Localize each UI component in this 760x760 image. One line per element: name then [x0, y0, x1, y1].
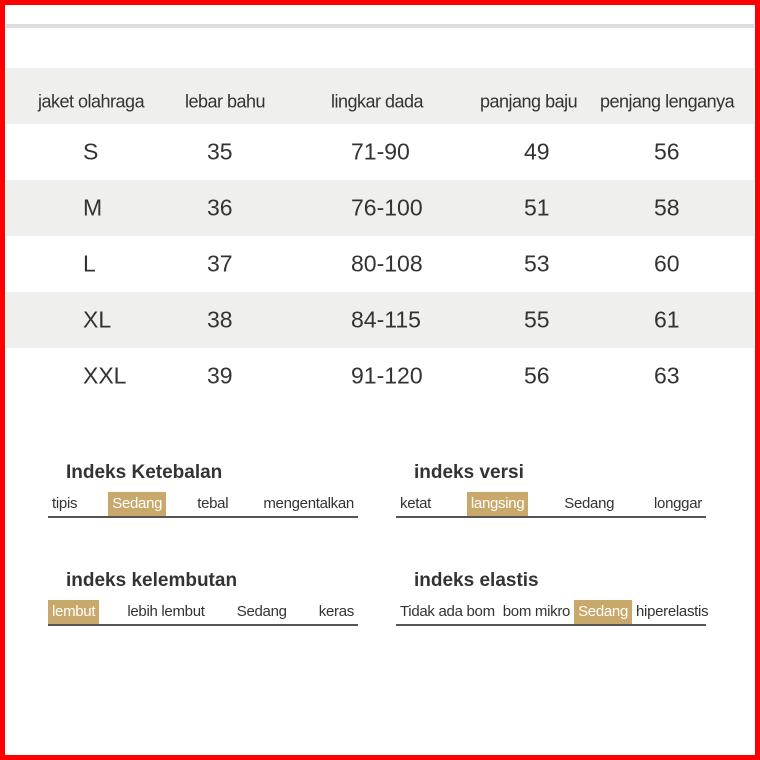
table-cell: 38 — [207, 306, 233, 333]
table-cell: 51 — [524, 194, 550, 221]
table-cell: 56 — [524, 362, 550, 389]
header-cell: jaket olahraga — [38, 91, 145, 112]
index-option-selected: lembut — [48, 600, 99, 624]
divider — [6, 24, 754, 28]
table-cell: 76-100 — [351, 194, 423, 221]
index-title: Indeks Ketebalan — [66, 462, 223, 483]
table-row — [6, 348, 754, 404]
table-cell: 71-90 — [351, 138, 410, 165]
table-cell: 53 — [524, 250, 550, 277]
index-option-selected: Sedang — [108, 492, 166, 516]
table-cell: 35 — [207, 138, 233, 165]
table-row — [6, 292, 754, 348]
index-option: mengentalkan — [263, 495, 354, 512]
table-cell: 91-120 — [351, 362, 423, 389]
index-option-selected: Sedang — [574, 600, 632, 624]
table-cell: 37 — [207, 250, 233, 277]
index-section — [48, 462, 358, 518]
table-row — [6, 180, 754, 236]
index-section — [48, 570, 358, 626]
index-option: keras — [318, 603, 354, 620]
index-title: indeks versi — [414, 462, 524, 483]
table-row — [6, 236, 754, 292]
header-cell: penjang lenganya — [600, 91, 735, 112]
index-scale — [396, 600, 709, 626]
index-option: longgar — [654, 495, 702, 512]
table-header — [6, 68, 754, 124]
index-option: ketat — [400, 495, 432, 512]
table-cell: 63 — [654, 362, 680, 389]
index-option: hiperelastis — [636, 603, 709, 620]
index-option: Sedang — [236, 603, 287, 620]
index-option: Tidak ada bom — [400, 603, 495, 620]
table-cell: L — [83, 250, 96, 277]
index-option: Sedang — [564, 495, 615, 512]
table-cell: 39 — [207, 362, 233, 389]
table-row — [6, 124, 754, 180]
size-table — [6, 68, 754, 404]
table-cell: 58 — [654, 194, 680, 221]
index-section — [396, 570, 709, 626]
index-scale — [396, 492, 706, 518]
header-cell: panjang baju — [480, 91, 578, 112]
table-cell: M — [83, 194, 103, 221]
table-cell: 55 — [524, 306, 550, 333]
index-option: tebal — [197, 495, 229, 512]
table-cell: 80-108 — [351, 250, 423, 277]
table-cell: 61 — [654, 306, 680, 333]
index-option-selected: langsing — [467, 492, 528, 516]
index-option: bom mikro — [502, 603, 571, 620]
table-cell: 56 — [654, 138, 680, 165]
table-cell: 84-115 — [351, 306, 421, 333]
index-scale — [48, 600, 358, 626]
header-cell: lebar bahu — [185, 91, 266, 112]
index-option: lebih lembut — [127, 603, 205, 620]
table-cell: XXL — [83, 362, 127, 389]
header-cell: lingkar dada — [331, 91, 424, 112]
index-section — [396, 462, 706, 518]
index-title: indeks elastis — [414, 570, 539, 591]
index-option: tipis — [52, 495, 78, 512]
table-cell: XL — [83, 306, 112, 333]
table-cell: 36 — [207, 194, 233, 221]
table-cell: 49 — [524, 138, 550, 165]
index-title: indeks kelembutan — [66, 570, 238, 591]
table-cell: 60 — [654, 250, 680, 277]
table-cell: S — [83, 138, 99, 165]
index-scale — [48, 492, 358, 518]
